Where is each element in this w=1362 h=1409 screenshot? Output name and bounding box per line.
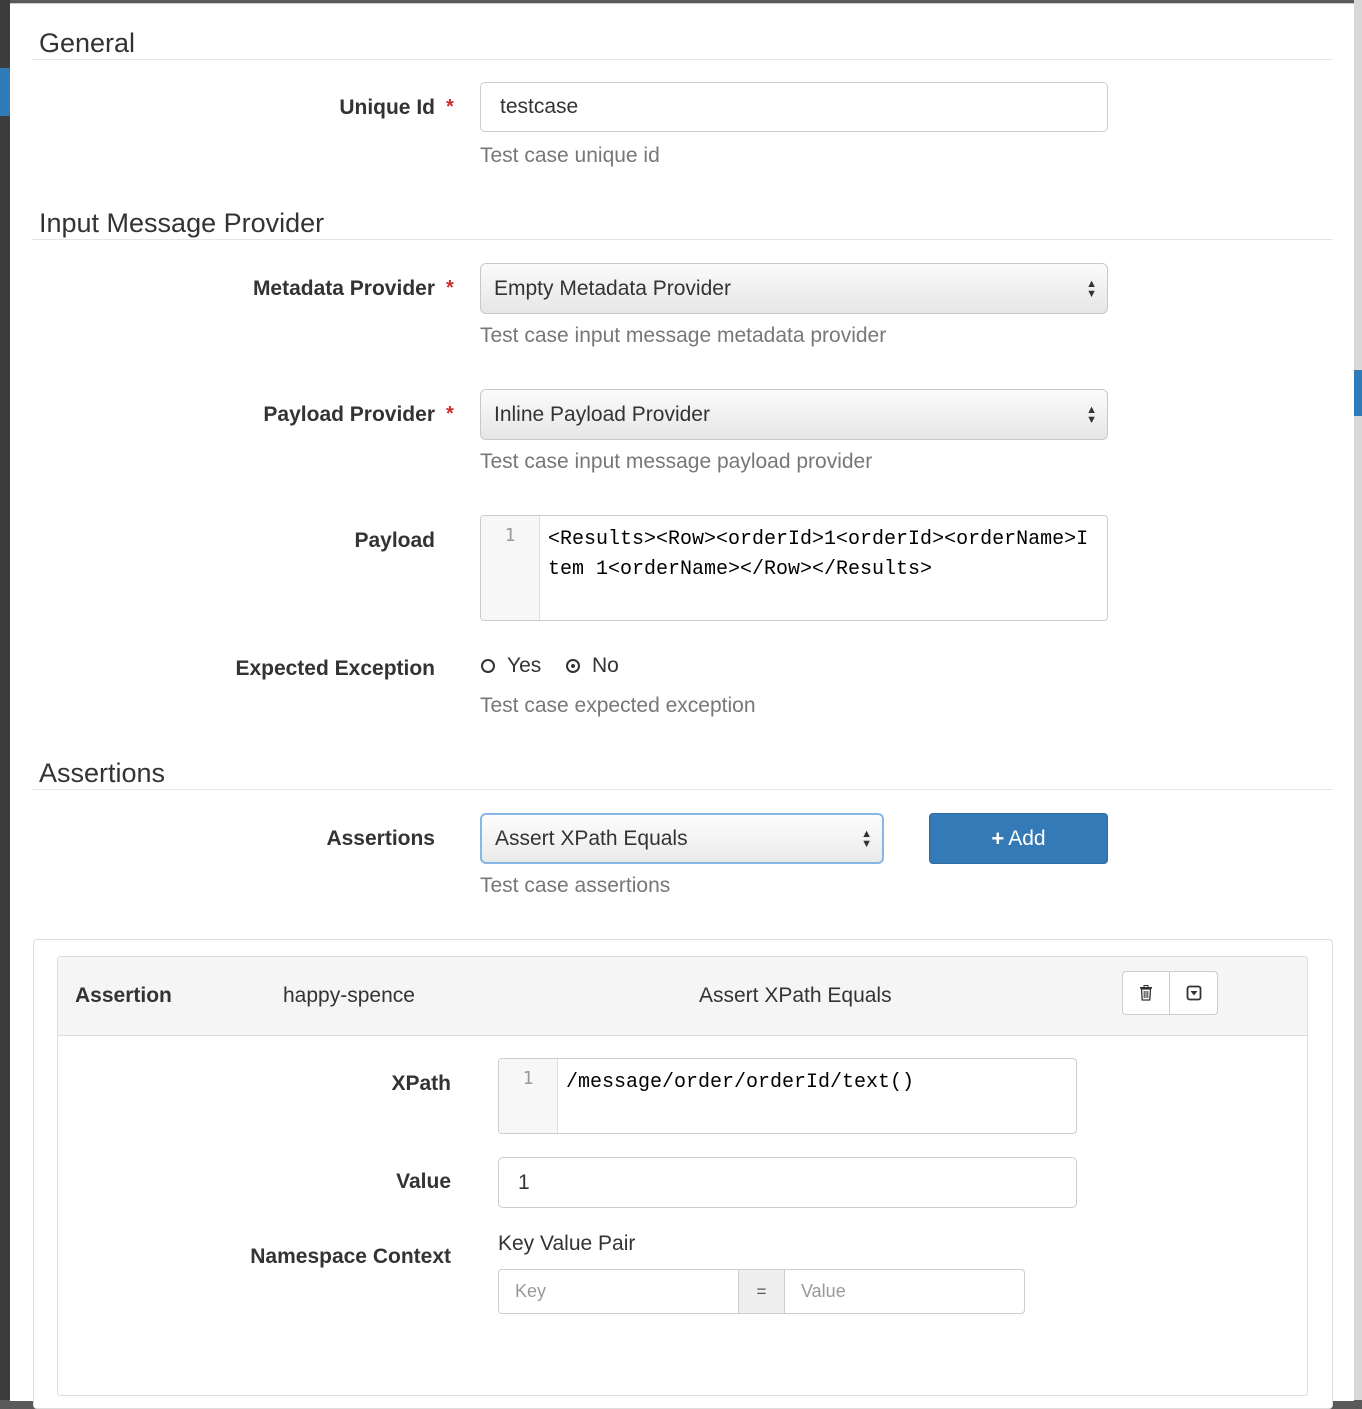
assertion-name: happy-spence	[283, 984, 415, 1007]
value-label: Value	[396, 1170, 451, 1193]
namespace-value-input[interactable]	[784, 1269, 1025, 1314]
line-number-gutter: 1	[499, 1059, 558, 1133]
value-input-text: 1	[518, 1170, 530, 1194]
required-marker: *	[446, 277, 454, 299]
assertion-panel-header	[58, 957, 1307, 1036]
namespace-context-label: Namespace Context	[250, 1245, 451, 1268]
value-input[interactable]	[498, 1157, 1077, 1208]
section-divider	[32, 59, 1333, 60]
required-marker: *	[446, 96, 454, 118]
test-case-form-modal	[10, 3, 1354, 1401]
expected-exception-label: Expected Exception	[235, 657, 435, 680]
collapse-assertion-button[interactable]	[1170, 971, 1218, 1015]
required-marker: *	[446, 403, 454, 425]
xpath-code-editor[interactable]	[498, 1058, 1077, 1134]
radio-yes-icon[interactable]	[481, 659, 495, 673]
payload-provider-help: Test case input message payload provider	[480, 450, 873, 473]
metadata-provider-label: Metadata Provider	[252, 277, 435, 300]
metadata-provider-value: Empty Metadata Provider	[494, 276, 731, 300]
trash-icon	[1139, 985, 1153, 1001]
background-band	[1354, 370, 1362, 416]
section-title-assertions: Assertions	[39, 758, 166, 788]
assertions-label: Assertions	[326, 827, 435, 850]
radio-yes-label: Yes	[507, 654, 542, 677]
plus-icon: +	[991, 825, 1005, 851]
unique-id-label: Unique Id	[339, 96, 435, 119]
assertions-list-well	[33, 939, 1333, 1409]
line-number-gutter: 1	[481, 516, 540, 620]
select-arrows-icon: ▲ ▼	[1086, 277, 1097, 300]
expected-exception-no[interactable]	[566, 654, 619, 678]
value-placeholder: Value	[801, 1281, 846, 1301]
assertion-panel	[57, 956, 1308, 1396]
equals-addon: =	[739, 1269, 784, 1314]
xpath-label: XPath	[391, 1072, 451, 1095]
payload-label: Payload	[354, 529, 435, 552]
metadata-provider-select[interactable]	[480, 263, 1108, 314]
metadata-provider-help: Test case input message metadata provider	[480, 324, 887, 347]
payload-provider-select[interactable]	[480, 389, 1108, 440]
payload-provider-label: Payload Provider	[263, 403, 435, 426]
section-divider	[32, 789, 1333, 790]
payload-code-editor[interactable]	[480, 515, 1108, 621]
xpath-code-text: /message/order/orderId/text()	[566, 1071, 915, 1094]
radio-no-icon[interactable]	[566, 659, 580, 673]
assertion-heading: Assertion	[75, 984, 172, 1007]
add-button-label: Add	[1008, 826, 1046, 850]
namespace-key-input[interactable]	[498, 1269, 739, 1314]
collapse-icon	[1186, 985, 1202, 1001]
assertions-type-value: Assert XPath Equals	[495, 826, 688, 850]
section-title-input-message-provider: Input Message Provider	[39, 208, 325, 238]
expected-exception-yes[interactable]	[481, 654, 541, 678]
unique-id-value: testcase	[500, 95, 579, 118]
delete-assertion-button[interactable]	[1122, 971, 1170, 1015]
assertion-type: Assert XPath Equals	[699, 984, 892, 1007]
select-arrows-icon: ▲ ▼	[1086, 403, 1097, 426]
select-arrows-icon: ▲ ▼	[861, 827, 872, 850]
add-assertion-button[interactable]	[929, 813, 1108, 864]
assertions-help: Test case assertions	[480, 874, 671, 897]
section-title-general: General	[39, 28, 136, 58]
assertion-actions	[1122, 971, 1218, 1015]
payload-code-text: <Results><Row><orderId>1<orderId><orderName>Item 1<orderName></Row></Results>	[548, 528, 1089, 581]
key-value-pair-title: Key Value Pair	[498, 1232, 636, 1255]
unique-id-input[interactable]	[480, 82, 1108, 132]
background-band	[0, 68, 10, 116]
radio-no-label: No	[592, 654, 619, 677]
background-right-edge	[1354, 0, 1362, 1400]
section-divider	[32, 239, 1333, 240]
namespace-key-value-row	[498, 1269, 1025, 1314]
key-placeholder: Key	[515, 1281, 547, 1301]
assertions-type-select[interactable]	[480, 813, 884, 864]
payload-provider-value: Inline Payload Provider	[494, 402, 710, 426]
unique-id-help: Test case unique id	[480, 144, 660, 167]
background-left-edge	[0, 0, 10, 1400]
expected-exception-help: Test case expected exception	[480, 694, 756, 717]
